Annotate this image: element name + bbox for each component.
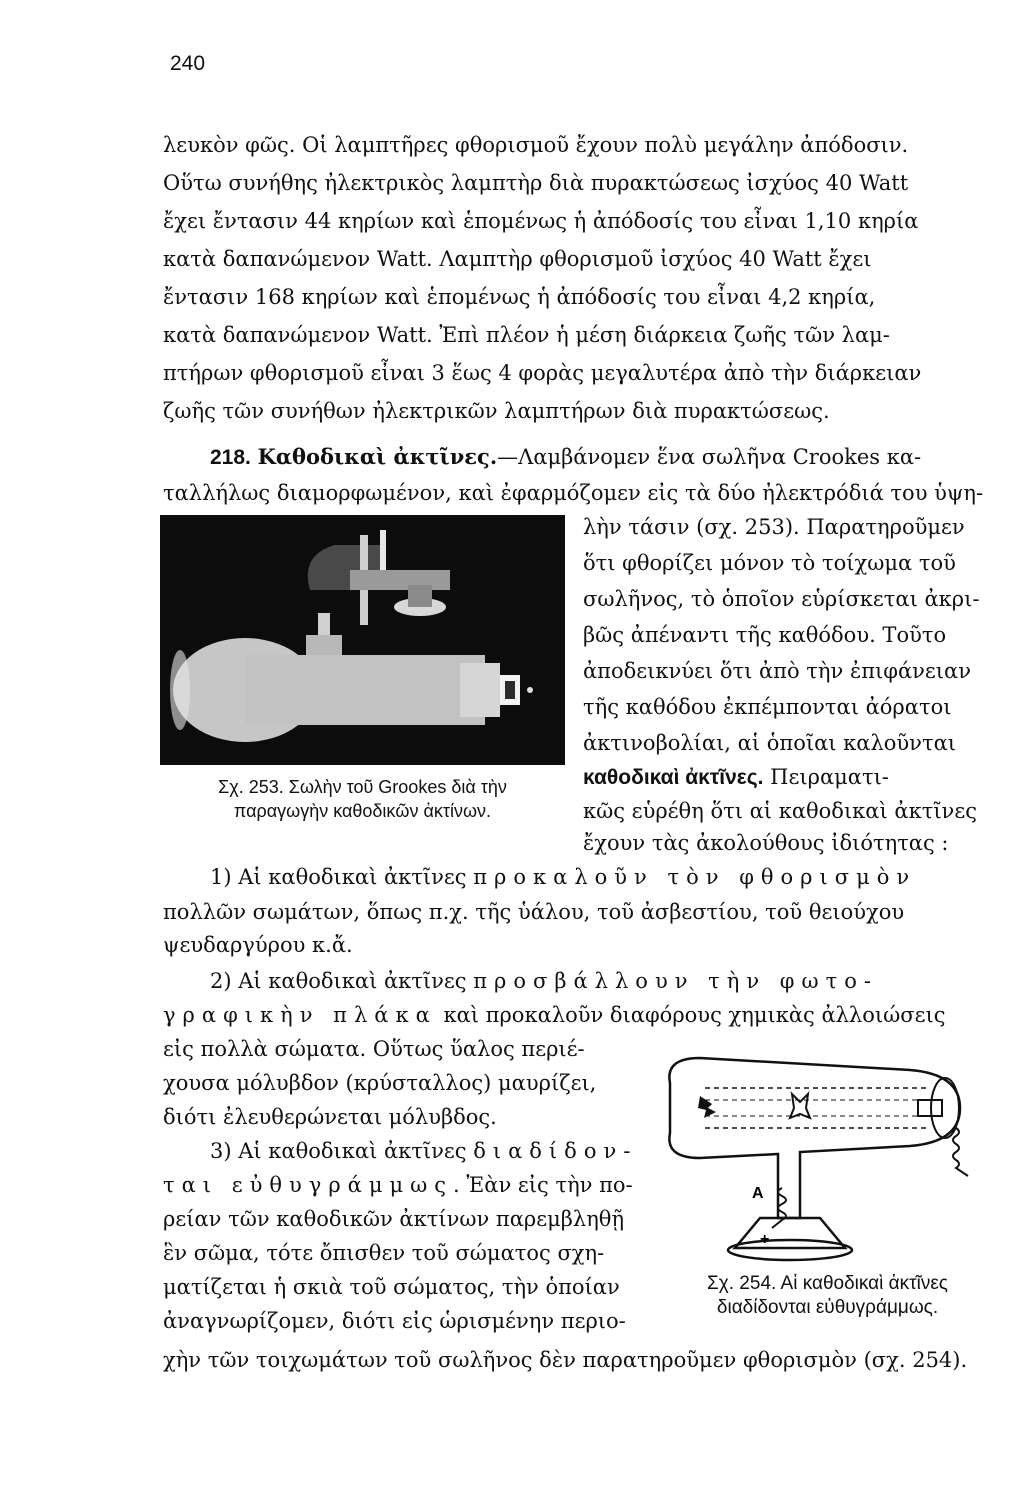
page-number: 240 xyxy=(170,52,206,75)
spaced-text: προκαλοῦν τὸν φθορισμὸν xyxy=(473,865,917,889)
text-span: . Ἐὰν εἰς τὴν πο- xyxy=(453,1173,633,1197)
text-line: κῶς εὑρέθη ὅτι αἱ καθοδικαὶ ἀκτῖνες xyxy=(583,799,977,823)
bold-term: καθοδικαὶ ἀκτῖνες. xyxy=(583,766,764,789)
caption-line: Σχ. 253. Σωλὴν τοῦ Grookes διὰ τὴν xyxy=(218,777,507,797)
text-line: τῆς καθόδου ἐκπέμπονται ἀόρατοι xyxy=(583,695,952,719)
text-line: πολλῶν σωμάτων, ὅπως π.χ. τῆς ὑάλου, τοῦ ἀσβεστίου, τοῦ θειούχου xyxy=(163,900,905,924)
crookes-tube-photo xyxy=(160,515,565,765)
cathode-ray-shadow-diagram xyxy=(660,1038,1000,1268)
text-line: ταλλήλως διαμορφωμένον, καὶ ἐφαρμόζομεν εἰς τὰ δύο ἠλεκτρόδιά του ὑψη- xyxy=(163,481,984,505)
text-line: σωλῆνος, τὸ ὁποῖον εὑρίσκεται ἀκρι- xyxy=(583,587,980,611)
text-line: ἔχουν τὰς ἀκολούθους ἰδιότητας : xyxy=(583,831,949,855)
caption-line: παραγωγὴν καθοδικῶν ἀκτίνων. xyxy=(233,801,492,821)
text-span: καὶ προκαλοῦν διαφόρους χημικὰς ἀλλοιώσεις xyxy=(436,1003,946,1027)
text-line: εἰς πολλὰ σώματα. Οὕτως ὕαλος περιέ- xyxy=(163,1037,585,1061)
text-line: κατὰ δαπανώμενον Watt. Λαμπτὴρ φθορισμοῦ ἰσχύος 40 Watt ἔχει xyxy=(163,247,872,271)
text-line: ἀποδεικνύει ὅτι ἀπὸ τὴν ἐπιφάνειαν xyxy=(583,659,971,683)
section-heading-line xyxy=(210,442,993,473)
text-line: ἔχει ἔντασιν 44 κηρίων καὶ ἑπομένως ἡ ἀπόδοσίς του εἶναι 1,10 κηρία xyxy=(163,209,919,233)
text-line: χουσα μόλυβδον (κρύσταλλος) μαυρίζει, xyxy=(163,1071,597,1095)
text-line: ψευδαργύρου κ.ἄ. xyxy=(163,933,353,957)
text-line: ζωῆς τῶν συνήθων ἠλεκτρικῶν λαμπτήρων διὰ πυρακτώσεως. xyxy=(163,399,830,423)
text-span: 3) Αἱ καθοδικαὶ ἀκτῖνες xyxy=(210,1139,474,1163)
text-line: ἀκτινοβολίαι, αἱ ὁποῖαι καλοῦνται xyxy=(583,731,956,755)
text-line: διότι ἐλευθερώνεται μόλυβδος. xyxy=(163,1105,497,1129)
figure-254-caption xyxy=(650,1272,1005,1320)
text-line: κατὰ δαπανώμενον Watt. Ἐπὶ πλέον ἡ μέση διάρκεια ζωῆς τῶν λαμ- xyxy=(163,323,890,347)
text-line: ἀναγνωρίζομεν, διότι εἰς ὡρισμένην περιο- xyxy=(163,1309,626,1333)
text-line xyxy=(163,1000,993,1030)
text-span: 1) Αἱ καθοδικαὶ ἀκτῖνες xyxy=(210,865,474,889)
spaced-text: γραφικὴν πλάκα xyxy=(163,1003,437,1027)
text-line: λευκὸν φῶς. Οἱ λαμπτῆρες φθορισμοῦ ἔχουν πολὺ μεγάλην ἀπόδοσιν. xyxy=(163,133,909,157)
spaced-text: προσβάλλουν τὴν φωτο- xyxy=(473,969,878,993)
figure-253-caption xyxy=(160,775,565,823)
plus-label: + xyxy=(760,1231,770,1248)
spaced-text: διαδίδον- xyxy=(473,1139,638,1163)
text-line: πτήρων φθορισμοῦ εἶναι 3 ἕως 4 φορὰς μεγαλυτέρα ἀπὸ τὴν διάρκειαν xyxy=(163,361,922,385)
property-3-line xyxy=(210,1136,650,1166)
text-line: ἓν σῶμα, τότε ὄπισθεν τοῦ σώματος σχη- xyxy=(163,1241,605,1265)
text-line xyxy=(163,1170,648,1200)
spaced-text: ται εὐθυγράμμως xyxy=(163,1173,454,1197)
crookes-tube-image xyxy=(160,515,565,765)
text-line xyxy=(583,762,993,793)
text-line: ματίζεται ἡ σκιὰ τοῦ σώματος, τὴν ὁποίαν xyxy=(163,1275,620,1299)
property-2-line xyxy=(210,966,993,996)
text-span: Πειραματι- xyxy=(763,765,889,789)
text-line: Οὕτω συνήθης ἠλεκτρικὸς λαμπτὴρ διὰ πυρακτώσεως ἰσχύος 40 Watt xyxy=(163,171,909,195)
text-line: ἔντασιν 168 κηρίων καὶ ἑπομένως ἡ ἀπόδοσίς του εἶναι 4,2 κηρία, xyxy=(163,285,876,309)
caption-line: Σχ. 254. Αἱ καθοδικαὶ ἀκτῖνες xyxy=(707,1273,948,1294)
anode-label: A xyxy=(752,1185,764,1202)
section-intro: —Λαμβάνομεν ἕνα σωλῆνα Crookes κα- xyxy=(497,445,922,469)
text-line: χὴν τῶν τοιχωμάτων τοῦ σωλῆνος δὲν παρατηροῦμεν φθορισμὸν (σχ. 254). xyxy=(163,1348,968,1372)
property-1-line xyxy=(210,862,993,892)
section-title: Καθοδικαὶ ἀκτῖνες. xyxy=(257,444,498,469)
text-line: ρείαν τῶν καθοδικῶν ἀκτίνων παρεμβληθῇ xyxy=(163,1207,625,1231)
text-span: 2) Αἱ καθοδικαὶ ἀκτῖνες xyxy=(210,969,474,993)
text-line: λὴν τάσιν (σχ. 253). Παρατηροῦμεν xyxy=(583,515,965,539)
text-line: βῶς ἀπέναντι τῆς καθόδου. Τοῦτο xyxy=(583,623,947,647)
section-number: 218. xyxy=(210,446,251,469)
text-line: ὅτι φθορίζει μόνον τὸ τοίχωμα τοῦ xyxy=(583,551,956,575)
figure-254-diagram xyxy=(660,1038,1000,1268)
caption-line: διαδίδονται εὐθυγράμμως. xyxy=(716,1297,939,1318)
